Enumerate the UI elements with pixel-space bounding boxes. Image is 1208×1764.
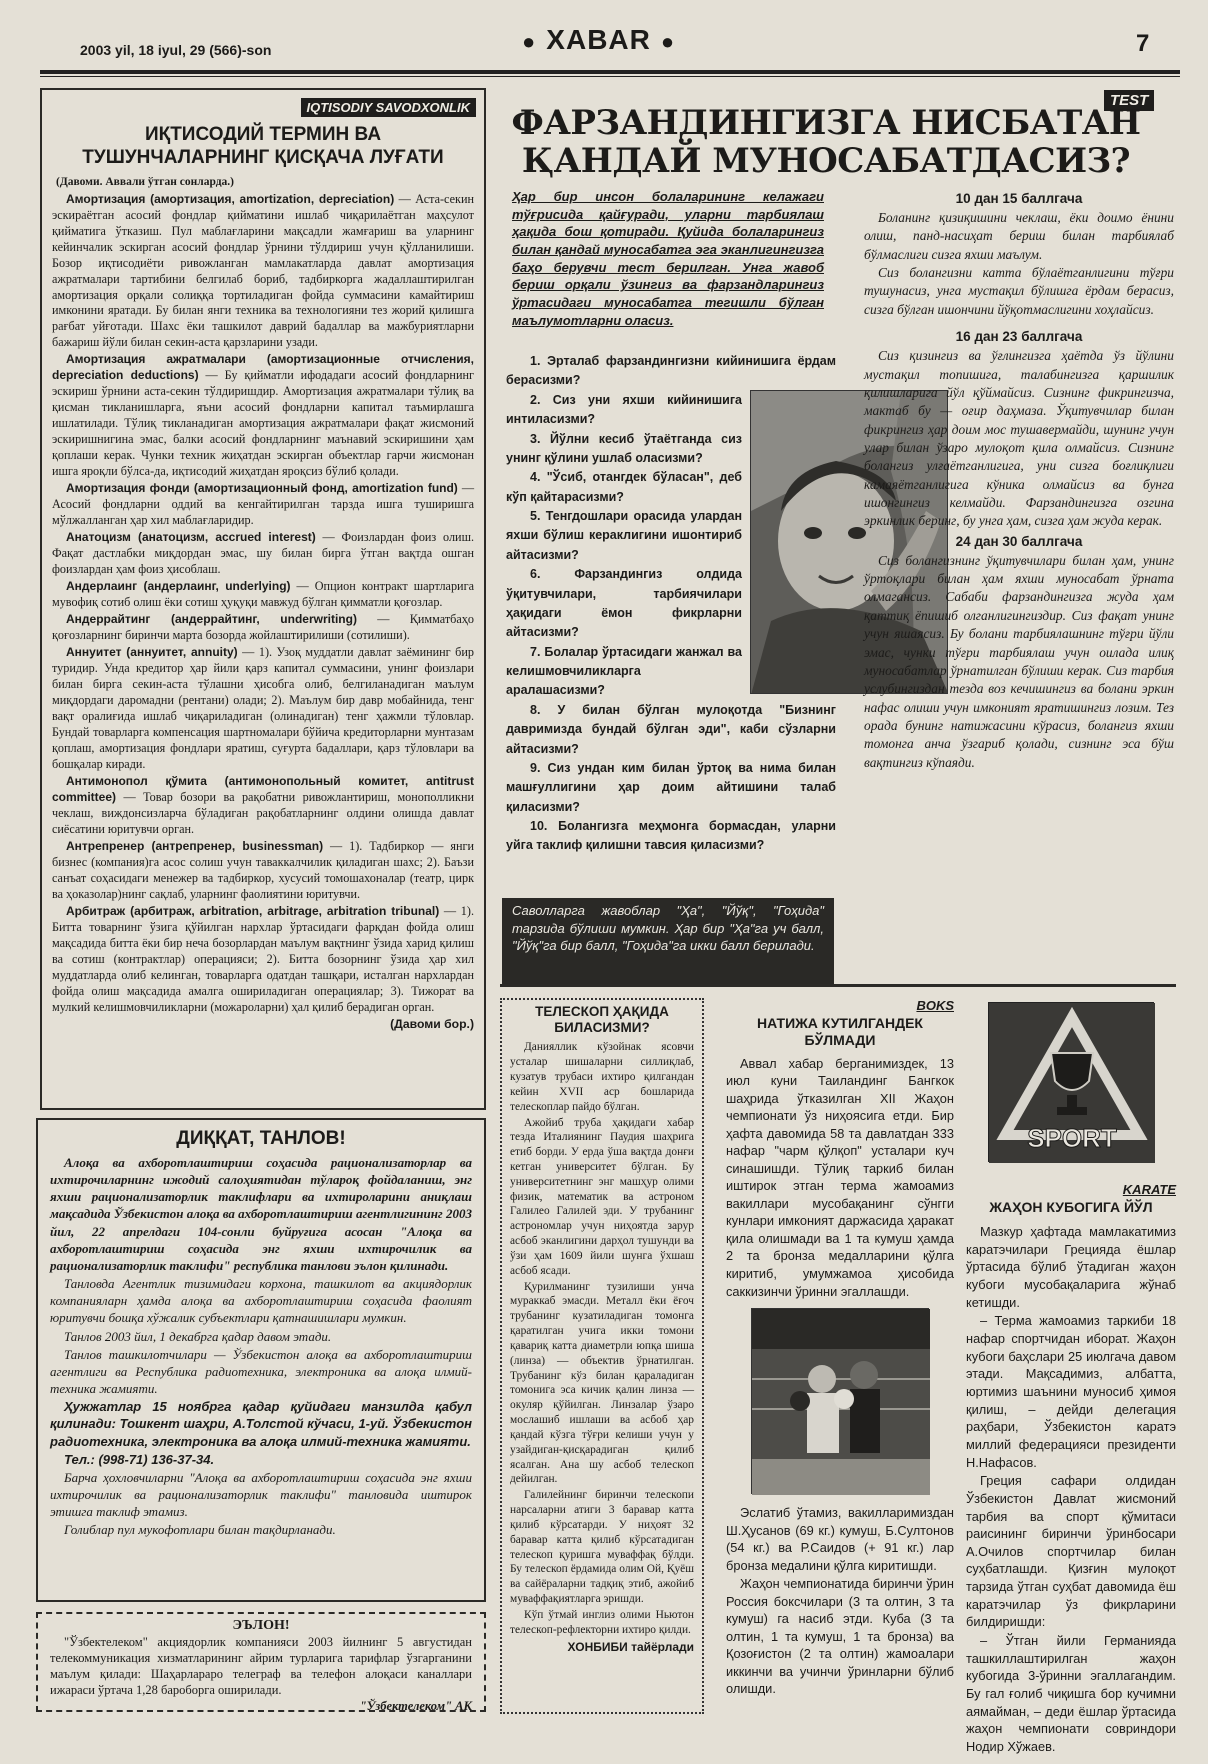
article-title: ИҚТИСОДИЙ ТЕРМИН ВА ТУШУНЧАЛАРНИНГ ҚИСҚАЧА ЛУҒАТИ	[82, 124, 444, 168]
glossary-entry	[52, 192, 474, 352]
test-question: 8. У билан бўлган мулоқотда "Бизнинг давримизда бундай бўлган эди", каби сўзларни айтасизми?	[506, 702, 836, 756]
glossary-entry	[52, 904, 474, 1016]
glossary-definition: — Бу қийматли ифодадаги асосий фондларнинг эскириш ўрнини аста-секин тўлдиришдир. Амортизация ажратмалари тўлиқ ва қисман тикланишларга, яъни асосий фондларни капитал таъмирлашга ишлатилади. Тўлиқ тикланадиган амортизация ажратмалари фақат жисмоний эскиришнигина эмас, балки асосий фондларнинг маънавий эскиришини ҳам қоплаши керак. Чунки техник жиҳатдан эскирган объектлар гарчи жисмонан ишга яроқли бўлса-да, иқтисодий жиҳатдан яроқсиз бўлиб қолади.	[52, 368, 474, 479]
section-separator	[500, 984, 1176, 987]
announcement-title: ДИҚҚАТ, ТАНЛОВ!	[176, 1128, 346, 1149]
announcement-paragraph: Танловда Агентлик тизимидаги корхона, ташкилот ва акциядорлик компанияларн ҳамда алоқа ва ахборотлаштириш соҳасида фаолият юритувчи бошқа хўжалик субъектлари қатнашишлари мумкин.	[50, 1276, 472, 1326]
glossary-definition: — 1). Тадбиркор — янги бизнес (компания)га асос солиш учун таваккалчилик қиладиган шахс; 2). Баъзи санъат соҳасидаги менежер ва тадбиркор, хусусий томошахоналар (театр, цирк ва ҳоказолар)нинг сақлаб, уларнинг фаолиятини юритувчи.	[52, 838, 474, 901]
glossary-definition: — Товар бозори ва рақобатни ривожлантириш, монополликни чеклаш, виждонсизларча бўладиган рақобатларнинг олдини олишда давлат сиёсатини юритувчи орган.	[52, 790, 474, 836]
glossary-term: Амортизация (амортизация, amortization, depreciation)	[66, 191, 395, 206]
glossary-term: Антрепренер (антрепренер, businessman)	[66, 838, 324, 853]
telescope-paragraph: Қурилманинг тузилиши унча мураккаб эмасди. Металл ёки ёғоч трубанинг кузатиладиган томонга қаратилган учига икки томони қавариқ катта диаметрли юпқа шиша (линза) — объектив ўрнатилган. Трубанинг кўз билан қараладиган томонига эса кичик қалин линза — окуляр қўйилган. Линзалар ўзаро мослашиб ишлаши ва асбоб ҳар қандай кўзга тўғри келиши учун у узайдиган-қисқарадиган қилиб ясалган. Ана шу асбоб телескоп дейилган.	[510, 1280, 694, 1486]
glossary-definition: — Опцион контракт шартларига мувофиқ сотиб олиш ёки сотиш ҳуқуқи мавжуд бўлган қимматли қоғозлар.	[52, 579, 474, 610]
test-question: 1. Эрталаб фарзандингизни кийинишига ёрдам берасизми?	[506, 354, 836, 388]
result-paragraph: Сиз болангизнинг ўқитувчилари билан ҳам, унинг ўртоқлари билан ҳам яхши муносабат ўрната олмагансиз. Сабаби фарзандингизга жуда ҳам қаттиқ ёпишиб олганлигингиздир. Сиз фақат унинг учун яшаясиз. Бу болани тарбиялашнинг тўғри йўли эмас, чунки тўғри тарбиялаш учун оилада илиқ муносабатлар ўрнатилган бўлиши керак. Сиз тарбия услубингиздан тезда воз кечишингиз ва болани эркин нафас олиши учун имконият яратишингиз лозим. Тез орада бунинг натижасини кўрасиз, болангиз яхши томонга анча ўзгариб қолади, сизнинг эса бўш вақтингиз кўпаяди.	[864, 552, 1174, 770]
glossary-term: Антимонопол қўмита (антимонопольный комитет, antitrust committee)	[52, 774, 474, 805]
glossary-entry	[52, 839, 474, 903]
glossary-term: Амортизация фонди (амортизационный фонд, amortization fund)	[66, 481, 458, 496]
karate-paragraph: Греция сафари олдидан Ўзбекистон Давлат жисмоний тарбия ва спорт қўмитаси раисининг биринчи ўринбосари А.Очилов спортчилар билан суҳбатлашди. Қизғин мулоқот тарзида ўтган суҳбат давомида ёш каратэчилар ўз фикрларини билдиришди:	[966, 1473, 1176, 1630]
bullet-icon: ●	[660, 29, 676, 54]
test-tag: TEST	[1104, 90, 1154, 111]
karate-paragraph: – Терма жамоамиз таркиби 18 нафар спортчидан иборат. Жаҳон кубоги баҳслари 25 июлгача давом этади. Мақсадимиз, албатта, юртимиз шаънини муносиб ҳимоя қилиш, – дейди делегация раҳбари, Ўзбекистон каратэ миллий федерацияси президенти Н.Нафасов.	[966, 1313, 1176, 1470]
telescope-article	[500, 998, 704, 1714]
announcement-paragraph: Голиблар пул мукофотлари билан тақдирланади.	[64, 1522, 336, 1538]
test-question: 9. Сиз ундан ким билан ўртоқ ва нима билан машғуллигини ҳар доим айтишини талаб қиласизми?	[506, 760, 836, 814]
glossary-entry	[52, 481, 474, 529]
contest-announcement-box	[36, 1118, 486, 1602]
glossary-definition: — Қимматбаҳо қоғозларнинг биринчи марта бозорда жойлаштирилиши (сотилиши).	[52, 612, 474, 643]
telescope-paragraph: Данияллик кўзойнак ясовчи усталар шишаларни силлиқлаб, кузатув трубаси ихтиро қилгандан кейин XVII аср бошларида телескоплар пайдо бўлган.	[510, 1041, 694, 1113]
header-rule-thin	[40, 76, 1180, 77]
telescope-paragraph: Ажойиб труба ҳақидаги хабар тезда Италиянинг Паудия шаҳрига етиб борди. У ерда ўша вақтда донғи кетган университет бўлган. Бу университетнинг энг машҳур олими физик, математик ва астроном Галилео Галилей эди. У трубанинг астрономлар учун ниҳоятда зарур асбоб эканлигини дарҳол тушунди ва ўзи ҳам 1609 йили шунга ўхшаш асбоб ясади.	[510, 1116, 694, 1277]
brand-name: XABAR	[546, 24, 651, 55]
glossary-entry	[52, 579, 474, 611]
glossary-term: Амортизация ажратмалари (амортизационные отчисления, depreciation deductions)	[52, 352, 474, 383]
telescope-paragraph: Галилейнинг биринчи телескопи нарсаларни атиги 3 баравар катта қилиб кўрсатарди. У ниҳоят 32 баравар катта қилиб кўрсатадиган телескоп қуришга муваффақ бўлди. Бу телескоп ёрдамида олим Ой, Қуёш ва сайёраларни тадқиқ этиб, ажойиб муваффақиятларга эришди.	[510, 1489, 694, 1606]
boxing-photo	[751, 1308, 929, 1494]
bullet-icon: ●	[522, 29, 537, 54]
glossary-definition: — Аста-секин эскираётган асосий фондлар қийматини ишлаб чиқарилаётган маҳсулот қийматига ўтказиш. Пул маблағларини мақсадли жамғариш ва уларнинг кейинчалик эскирган асосий фондлар ўрнини тўлдириш учун қўлланилиши. Бозор иқтисодиёти ривожланган мамлакатларда давлат амортизация ажратмалари тартибини белгилаб бориб, тадбиркорга жадаллаштирилган амортизация орқали солиққа тортиладиган фойда суммасини камайтириш имконини яратади. Бу билан янги техника ва технологияни тез жорий қилишга рағбат уйғотади. Шахс ёки ташкилот даврий бадаллар ва мажбуриятларни бажариш йўли билан секин-аста қарзларини узади.	[52, 191, 474, 350]
continued-note: (Давоми бор.)	[390, 1016, 474, 1031]
karate-article	[966, 998, 1176, 1755]
announcement-paragraph: Барча ҳохловчиларни "Алоқа ва ахборотлаштириш соҳасида энг яхши ихтирочилик ва рационализаторлик таклифи" танловида иштирок этишга таклиф этамиз.	[50, 1469, 472, 1520]
karate-tag: KARATE	[1122, 1182, 1176, 1197]
notice-text: "Ўзбектелеком" акциядорлик компанияси 2003 йилнинг 5 августидан телекоммуникация хизматларининг айрим турларига тарифлар ўзгарганини маълум қилади: Шаҳарлараро телеграф ва телефон алоқаси каналлари ижараси ўртача 1,28 бароборга оширилади.	[50, 1635, 472, 1697]
result-paragraph: Сиз қизингиз ва ўғлингизга ҳаётда ўз йўлини мустақил топишига, талабингизга қаршилик қилишларига йўл қўймайсиз. Сизнинг фикрингизча, мактаб бу — оғир даҳмаза. Ўқитувчилар билан фикрингиз ҳар доим мос тушавермайди, шунинг учун улар билан ўзаро мулоқот қила олмайсиз. Сизнинг болангиз улғаётганлигига, уни сизга боғлиқлиги камаяётганлигига кўника олмайсиз ва бунга ишонгингиз келмайди. Фарзандингизга озгина эркинлик беринг, бу унга ҳам, сизга ҳам жуда керак.	[864, 348, 1174, 529]
masthead	[512, 24, 685, 56]
glossary-definition: — 1). Узоқ муддатли давлат заёмининг бир туридир. Унда кредитор ҳар йили қарз капитал суммасини, унинг фоизлари билан бирга секин-аста тўлашни ҳисобга олиб, белгиланадиган маълум миқдордаги даромадни (рентани) олади; 2). Маълум бир давр мобайнида, тенг вақт оралиғида ишлаб чиқариладиган (олинадиган) тенг ҳажмли тўловлар. Бундай товарларга компенсация шартномалари бўйича кредиторларни мунтазам қоплаш, амортизация фондлари яратиш, суғурта бадаллари, қарз тўловлари ва бошқалар киради.	[52, 645, 474, 772]
glossary-entry	[52, 352, 474, 480]
announcement-phone: Тел.: (998-71) 136-37-34.	[64, 1451, 215, 1467]
glossary-term: Арбитраж (арбитраж, arbitration, arbitrage, arbitration tribunal)	[66, 903, 440, 918]
glossary-definition: — Асосий фондларни оддий ва кенгайтирилган тарзда ишга туширишга мўлжалланган ҳар хил маблағларидир.	[52, 481, 475, 528]
trophy-icon	[989, 1003, 1155, 1163]
glossary-entry	[52, 530, 474, 578]
glossary-entry	[52, 774, 474, 838]
section-tag: IQTISODIY SAVODXONLIK	[301, 98, 476, 117]
boxing-photo-image	[752, 1309, 930, 1495]
economics-glossary-box	[40, 88, 486, 1110]
glossary-term: Аннуитет (аннуитет, annuity)	[66, 645, 238, 660]
test-question: 5. Тенгдошлари орасида улардан яхши бўлиш кераклигини ишонтириб айтасизми?	[506, 509, 742, 562]
karate-paragraph: – Ўтган йили Германияда ташкиллаштирилган жаҳон кубогида 3-ўринни эгаллагандим. Бу гал ғолиб чиқишга бор кучимни аямайман, – деди ёшлар ўртасида жаҳон чемпионати совриндори Нодир Хўжаев.	[966, 1633, 1176, 1755]
test-question: 3. Йўлни кесиб ўтаётганда сиз унинг қўлини ушлаб оласизми?	[506, 431, 742, 465]
boxing-tag: BOKS	[916, 998, 954, 1013]
glossary-term: Анатоцизм (анатоцизм, accrued interest)	[66, 530, 316, 545]
glossary-term: Андерлаинг (андерлаинг, underlying)	[66, 579, 291, 594]
test-question: 2. Сиз уни яхши кийинишига интиласизми?	[506, 392, 742, 427]
glossary-definition: — Фоизлардан фоиз олиш. Фақат дастлабки миқдордан эмас, шу билан бирга ўтган вақтда ошган фоизлардан ҳам фоиз ҳисоблаш.	[52, 530, 474, 577]
result-range: 10 дан 15 баллгача	[955, 191, 1083, 206]
notice-signature: "Ўзбектелеком" АК	[359, 1699, 472, 1713]
sport-logo	[988, 1002, 1154, 1162]
announcement-paragraph: Танлов 2003 йил, 1 декабрга қадар давом этади.	[64, 1328, 332, 1344]
announcement-paragraph: Танлов ташкилотчилари — Ўзбекистон алоқа ва ахборотлаштириш агентлиги ва Республика радиотехника, электроника ва алоқа илмий-техника жамияти.	[50, 1346, 472, 1397]
glossary-entry	[52, 645, 474, 773]
header-rule	[40, 70, 1180, 74]
boxing-paragraph: Жаҳон чемпионатида биринчи ўрин Россия боксчилари (3 та олтин, 3 та кумуш) га насиб этди. Куба (3 та олтин, 1 та кумуш, 1 та бронза) ва Қозоғистон (2 та олтин) жамоалари иккинчи ва учинчи ўринларни бўлиб олишди.	[726, 1576, 954, 1697]
test-question: 4. "Ўсиб, отангдек бўласан", деб кўп қайтарасизми?	[506, 470, 742, 504]
notice-title: ЭЪЛОН!	[232, 1618, 290, 1633]
issue-date: 2003 yil, 18 iyul, 29 (566)-son	[80, 42, 272, 58]
announcement-address: Ҳужжатлар 15 ноябрга қадар қуйидаги манзилда қабул қилинади: Тошкент шаҳри, А.Толстой кўчаси, 1-уй. Ўзбекистон радиотехника, электроника ва алоқа илмий-техника жамияти.	[50, 1399, 472, 1449]
test-question: 7. Болалар ўртасидаги жанжал ва келишмовчиликларга аралашасизми?	[506, 644, 742, 698]
telescope-signature: ХОНБИБИ тайёрлади	[567, 1639, 694, 1654]
glossary-entries	[52, 192, 474, 1016]
boxing-paragraph: Аввал хабар берганимиздек, 13 июл куни Таиландинг Бангкок шаҳрида ўтказилган XII Жаҳон чемпионати ўз ниҳоясига етди. Бир ҳафта давомида 58 та давлатдан 333 нафар "чарм қўлқоп" усталари куч синашишди. Тўлиқ таркиб билан иштирок этган терма жамоамиз вакиллари мусобақанинг сўнгги кунлари имконият даржасида ҳаракат қила олишмади ва 1 та кумуш ҳамда 2 та бронза медалларини қўлга киритиб, умумжамоа ҳисобида саккизинчи ўринни эгаллашди.	[726, 1055, 954, 1299]
result-paragraph: Сиз болангизни катта бўлаётганлигини тўғри тушунасиз, унга мустақил бўлишга ёрдам берасиз, сизга бўлган ишончини йўқотмаслигини хоҳлайсиз.	[864, 265, 1174, 317]
test-question: 6. Фарзандингиз олдида ўқитувчилари, тарбиячилари ҳақидаги ёмон фикрларни айтасизми?	[506, 567, 742, 640]
glossary-term: Андеррайтинг (андеррайтинг, underwriting)	[66, 612, 357, 627]
test-results	[864, 188, 1174, 772]
telescope-title: ТЕЛЕСКОП ҲАҚИДА БИЛАСИЗМИ?	[535, 1004, 669, 1036]
karate-paragraph: Мазкур ҳафтада мамлакатимиз каратэчилари Грецияда ёшлар ўртасида бўлиб ўтадиган жаҳон кубоги мусобақаларига жўнаб кетишди.	[966, 1224, 1176, 1310]
result-range: 16 дан 23 баллгача	[955, 329, 1083, 345]
test-question: 10. Болангизга меҳмонга бормасдан, уларни уйга таклиф қилишни тавсия қиласизми?	[506, 819, 836, 853]
boxing-title: НАТИЖА КУТИЛГАНДЕК БЎЛМАДИ	[757, 1015, 923, 1048]
announcement-paragraph: Алоқа ва ахборотлаштириш соҳасида рационализаторлар ва ихтирочиларнинг ижодий салоҳиятидан тўлароқ фойдаланиш, энг яхши рационализаторлик таклифлари ва ихтироларини аниқлаш мақсадида Ўзбекистон алоқа ва ахборотлаштириш агентлигининг 2003 йил, 22 апрелдаги 104-сонли буйруғига асосан "Алоқа ва ахборотлаштириш соҳасида энг яхши ихтирочилик ва рационализаторлик таклифи" республика танлови эълон қилинади.	[50, 1155, 472, 1273]
result-paragraph: Боланинг қизиқишини чеклаш, ёки доимо ёнини олиш, панд-насиҳат бериш билан тарбиялаб бўлмаслиги сизга яхши маълум.	[864, 210, 1174, 262]
glossary-definition: — 1). Битта товарнинг ўзига қўйилган нархлар ўртасидаги фарқдан фойда олиш мақсадида битта ёки бир неча бозорлардан маълум вақтнинг ўзида харид қилиш ва сотиш (контрактлар) операцияси; 2). Битта бозорнинг ўзида ҳар хил муддатларда олиб келинган, товарларга одатдан ташқари, исталган нархлардан фойда олиш мақсадида амалга ошириладиган операциялар; 3). Тижорат ва мулкий келишмовчиликларни (можароларни) ҳал қилиб берадиган орган.	[52, 903, 475, 1014]
notice-box	[36, 1612, 486, 1712]
telescope-paragraph: Кўп ўтмай инглиз олими Ньютон телескоп-рефлекторни ихтиро қилди.	[510, 1608, 694, 1636]
boxing-paragraph: Эслатиб ўтамиз, вакилларимиздан Ш.Ҳусанов (69 кг.) кумуш, Б.Султонов (54 кг.) ва Р.Саидов (+ 91 кг.) лар бронза медалини қўлга киритишди.	[726, 1505, 954, 1573]
test-scoring-note: Саволларга жавоблар "Ҳа", "Йўқ", "Гоҳида" тарзида бўлиши мумкин. Ҳар бир "Ҳа"га уч балл, "Йўқ"га бир балл, "Гоҳида"га икки балл берилади.	[502, 898, 834, 984]
boxing-article	[726, 998, 954, 1714]
page-number: 7	[1136, 30, 1150, 57]
karate-title: ЖАҲОН КУБОГИГА ЙЎЛ	[989, 1199, 1153, 1215]
test-lead: Ҳар бир инсон болаларининг келажаги тўғрисида қайғуради, уларни тарбиялаш ҳақида бош қотиради. Қуйида болаларингиз билан қандай муносабатга эга эканлигингизга баҳо берувчи тест берилган. Унга жавоб бериш орқали ўзингиз ва фарзандларингиз ўртасидаги муносабатга тегишли бўлган маълумотларни оласиз.	[512, 189, 824, 328]
article-intro: (Давоми. Аввали ўтган сонларда.)	[56, 175, 234, 188]
test-title: ФАРЗАНДИНГИЗГА НИСБАТАН ҚАНДАЙ МУНОСАБАТДАСИЗ?	[511, 103, 1141, 182]
result-range: 24 дан 30 баллгача	[955, 533, 1083, 549]
logo-text: SPORT	[1027, 1123, 1117, 1153]
glossary-entry	[52, 612, 474, 644]
